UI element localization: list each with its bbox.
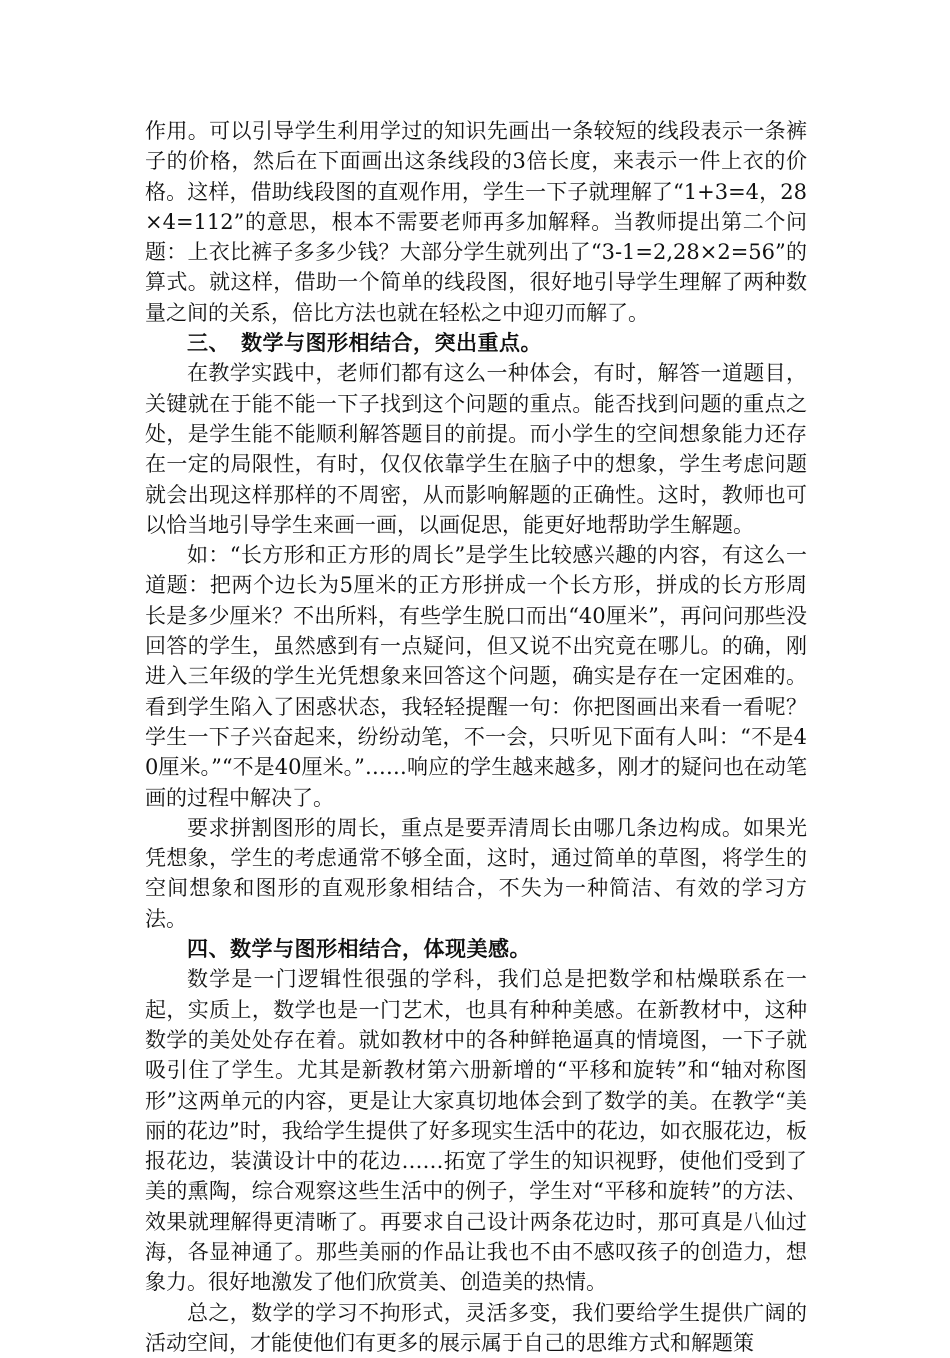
- body-paragraph: 在教学实践中，老师们都有这么一种体会，有时，解答一道题目，关键就在于能不能一下子找到这个问题的重点。能否找到问题的重点之处，是学生能不能顺利解答题目的前提。而小学生的空间想象能力还存在一定的局限性，有时，仅仅依靠学生在脑子中的想象，学生考虑问题就会出现这样那样的不周密，从而影响解题的正确性。这时，教师也可以恰当地引导学生来画一画，以画促思，能更好地帮助学生解题。: [145, 361, 807, 537]
- document-page: [145, 116, 807, 1358]
- section-heading-4: 四、数学与图形相结合，体现美感。: [187, 936, 531, 962]
- body-paragraph: 要求拼割图形的周长，重点是要弄清周长由哪几条边构成。如果光凭想象，学生的考虑通常不够全面，这时，通过简单的草图，将学生的空间想象和图形的直观形象相结合，不失为一种简洁、有效的学习方法。: [145, 815, 807, 931]
- body-paragraph: 如：“长方形和正方形的周长”是学生比较感兴趣的内容，有这么一道题：把两个边长为5厘米的正方形拼成一个长方形，拼成的长方形周长是多少厘米？不出所料，有些学生脱口而出“40厘米”，再问问那些没回答的学生，虽然感到有一点疑问，但又说不出究竟在哪儿。的确，刚进入三年级的学生光凭想象来回答这个问题，确实是存在一定困难的。看到学生陷入了困惑状态，我轻轻提醒一句：你把图画出来看一看呢？学生一下子兴奋起来，纷纷动笔，不一会，只听见下面有人叫：“不是40厘米。”“不是40厘米。”……响应的学生越来越多，刚才的疑问也在动笔画的过程中解决了。: [145, 543, 807, 810]
- body-paragraph: 数学是一门逻辑性很强的学科，我们总是把数学和枯燥联系在一起，实质上，数学也是一门艺术，也具有种种美感。在新教材中，这种数学的美处处存在着。就如教材中的各种鲜艳逼真的情境图，一下子就吸引住了学生。尤其是新教材第六册新增的“平移和旋转”和“轴对称图形”这两单元的内容，更是让大家真切地体会到了数学的美。在教学“美丽的花边”时，我给学生提供了好多现实生活中的花边，如衣服花边，板报花边，装潢设计中的花边……拓宽了学生的知识视野，使他们受到了美的熏陶，综合观察这些生活中的例子，学生对“平移和旋转”的方法、效果就理解得更清晰了。再要求自己设计两条花边时，那可真是八仙过海，各显神通了。那些美丽的作品让我也不由不感叹孩子的创造力，想象力。很好地激发了他们欣赏美、创造美的热情。: [145, 967, 807, 1295]
- section-heading-3: 三、 数学与图形相结合，突出重点。: [187, 330, 542, 356]
- paragraph-continuation: 作用。可以引导学生利用学过的知识先画出一条较短的线段表示一条裤子的价格，然后在下面画出这条线段的3倍长度，来表示一件上衣的价格。这样，借助线段图的直观作用，学生一下子就理解了“1+3=4，28×4=112”的意思，根本不需要老师再多加解释。当教师提出第二个问题：上衣比裤子多多少钱？大部分学生就列出了“3-1=2,28×2=56”的算式。就这样，借助一个简单的线段图，很好地引导学生理解了两种数量之间的关系，倍比方法也就在轻松之中迎刃而解了。: [145, 119, 807, 325]
- body-paragraph: 总之，数学的学习不拘形式，灵活多变，我们要给学生提供广阔的活动空间，才能使他们有更多的展示属于自己的思维方式和解题策: [145, 1300, 807, 1355]
